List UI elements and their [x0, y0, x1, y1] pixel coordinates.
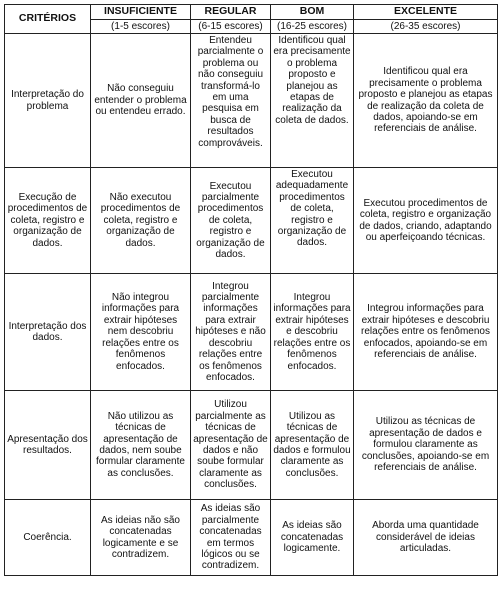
range-bom: (16-25 escores) [271, 20, 354, 34]
level-header-regular: REGULAR [191, 5, 271, 20]
rubric-cell: Não utilizou as técnicas de apresentação de dados, nem soube formular claramente as conclusões. [91, 391, 191, 500]
rubric-cell: Integrou informações para extrair hipóteses e descobriu relações entre os fenômenos enfocados, apoiando-se em referenciais de análise. [354, 274, 498, 391]
rubric-cell: Utilizou as técnicas de apresentação de dados e formulou claramente as conclusões, apoiando-se em referenciais de análise. [354, 391, 498, 500]
criterion-cell: Apresentação dos resultados. [5, 391, 91, 500]
rubric-cell: Integrou informações para extrair hipóteses e descobriu relações entre os fenômenos enfocados. [271, 274, 354, 391]
range-regular: (6-15 escores) [191, 20, 271, 34]
level-header-bom: BOM [271, 5, 354, 20]
table-row [5, 391, 498, 500]
rubric-container [4, 4, 498, 576]
table-row [5, 274, 498, 391]
criterion-cell: Interpretação do problema [5, 34, 91, 168]
rubric-cell: Não conseguiu entender o problema ou entendeu errado. [91, 34, 191, 168]
rubric-cell: Identificou qual era precisamente o problema proposto e planejou as etapas de realização da coleta de dados, apoiando-se em referenciais de análise. [354, 34, 498, 168]
table-row [5, 500, 498, 576]
rubric-cell: Entendeu parcialmente o problema ou não conseguiu transformá-lo em uma pesquisa em busca de resultados comprováveis. [191, 34, 271, 168]
rubric-cell: Não integrou informações para extrair hipóteses nem descobriu relações entre os fenômenos enfocados. [91, 274, 191, 391]
level-header-excelente: EXCELENTE [354, 5, 498, 20]
table-row [5, 168, 498, 274]
rubric-cell: Executou parcialmente procedimentos de coleta, registro e organização de dados. [191, 168, 271, 274]
rubric-table [4, 4, 498, 576]
rubric-cell: As ideias são parcialmente concatenadas em termos lógicos ou se contradizem. [191, 500, 271, 576]
criterion-cell: Interpretação dos dados. [5, 274, 91, 391]
criterios-header: CRITÉRIOS [5, 5, 91, 34]
table-row [5, 34, 498, 168]
rubric-cell: Identificou qual era precisamente o problema proposto e planejou as etapas de realização da coleta de dados. [271, 34, 354, 168]
range-excelente: (26-35 escores) [354, 20, 498, 34]
rubric-cell: Executou adequadamente procedimentos de coleta, registro e organização de dados. [271, 168, 354, 274]
rubric-cell: Executou procedimentos de coleta, registro e organização de dados, criando, adaptando ou aperfeiçoando técnicas. [354, 168, 498, 274]
rubric-cell: Utilizou parcialmente as técnicas de apresentação de dados e não soube formular claramente as conclusões. [191, 391, 271, 500]
level-header-insuficiente: INSUFICIENTE [91, 5, 191, 20]
rubric-cell: Integrou parcialmente informações para extrair hipóteses e não descobriu relações entre os fenômenos enfocados. [191, 274, 271, 391]
criterion-cell: Coerência. [5, 500, 91, 576]
header-row [5, 5, 498, 20]
rubric-cell: Aborda uma quantidade considerável de ideias articuladas. [354, 500, 498, 576]
rubric-cell: As ideias não são concatenadas logicamente e se contradizem. [91, 500, 191, 576]
criterion-cell: Execução de procedimentos de coleta, registro e organização de dados. [5, 168, 91, 274]
rubric-cell: Não executou procedimentos de coleta, registro e organização de dados. [91, 168, 191, 274]
rubric-cell: Utilizou as técnicas de apresentação de dados e formulou claramente as conclusões. [271, 391, 354, 500]
range-insuficiente: (1-5 escores) [91, 20, 191, 34]
rubric-cell: As ideias são concatenadas logicamente. [271, 500, 354, 576]
